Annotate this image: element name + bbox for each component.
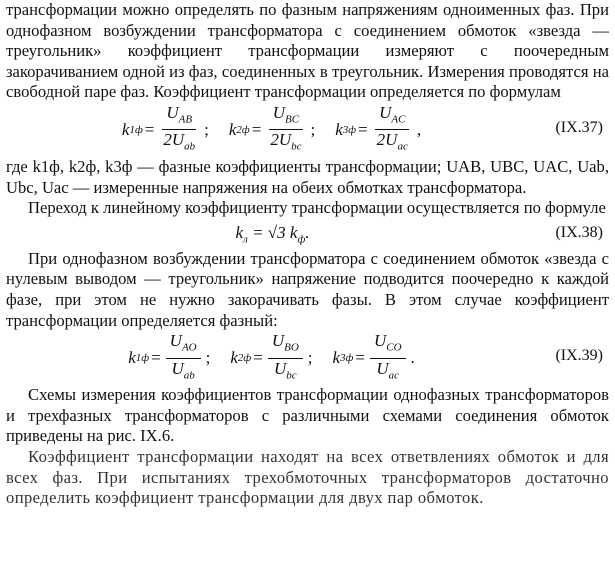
eq39-t2-lhs: k — [230, 348, 238, 368]
eq39-t3-fraction — [370, 332, 406, 384]
eq37-t2-den-sub: bc — [291, 140, 302, 153]
eq37-term-1: k 1ф = $\frac{U_{AB}}{2U_{ab}}$ ; — [122, 104, 211, 156]
eq39-t1-num: U — [169, 331, 182, 351]
eq38-lhs-sub: л — [243, 233, 248, 246]
eq39-term-3: k 3ф = $\frac{U_{CO}}{U_{ac}}$ . — [333, 332, 417, 384]
eq39-t2-num-sub: BO — [284, 341, 299, 354]
eq39-t1-num-sub: AO — [181, 341, 197, 354]
eq37-t1-den-sub: ab — [184, 140, 196, 153]
eq39-t1-lhs-sub: 1ф — [135, 352, 150, 365]
eq39-t2-num: U — [271, 331, 285, 351]
eq37-t1-num-sub: AB — [178, 113, 193, 126]
paragraph-definitions: где k1ф, k2ф, k3ф — фазные коэффициенты трансформации; UAB, UBC, UAC, Uab, Ubc, Uac — измеренные напряжения на обеих обмотках трансформатора. — [6, 156, 609, 197]
eq37-t3-lhs: k — [335, 119, 343, 139]
eq37-t3-num: U — [379, 103, 392, 123]
eq37-t1-fraction — [159, 104, 199, 156]
eq39-t3-den: U — [376, 358, 389, 378]
eq39-t2-fraction — [268, 332, 303, 384]
eq37-t2-num: U — [272, 103, 285, 123]
eq37-t1-lhs: k — [121, 119, 130, 139]
eq38-tail: . — [305, 222, 310, 242]
eq39-term-1: k 1ф = $\frac{U_{AO}}{U_{ab}}$ ; — [128, 332, 212, 384]
eq37-t1-den: 2U — [163, 130, 185, 150]
eq37-t3-den-sub: ac — [397, 140, 408, 153]
eq37-term-2: k 2ф = $\frac{U_{BC}}{2U_{bc}}$ ; — [229, 104, 317, 156]
equation-ix39 — [6, 331, 609, 385]
eq39-term-2: k 2ф = $\frac{U_{BO}}{U_{bc}}$ ; — [230, 332, 314, 384]
eq37-t2-fraction — [266, 104, 305, 156]
eq39-t3-den-sub: ac — [388, 369, 400, 382]
eq37-t3-fraction — [373, 104, 412, 156]
eq39-t1-den: U — [171, 358, 184, 378]
paragraph-single-phase: При однофазном возбуждении трансформатора с соединением обмоток «звезда с нулевым выводом — треугольник» напряжение подводится поочередно к каждой фазе, при этом не нужно закорачивать фазы. В этом случае коэффициент трансформации определяется фазный: — [6, 248, 609, 330]
eq39-t3-lhs-sub: 3ф — [340, 352, 354, 365]
paragraph-taps: Коэффициент трансформации находят на всех ответвлениях обмоток и для всех фаз. При испытаниях трехобмоточных трансформаторов достаточно определить коэффициент трансформации для двух пар обмоток. — [6, 446, 609, 508]
paragraph-transition: Переход к линейному коэффициенту трансформации осуществляется по формуле — [28, 198, 606, 218]
eq39-t3-num-sub: CO — [386, 341, 402, 354]
equation-number-ix38: (IX.38) — [555, 223, 603, 241]
eq37-t2-lhs: k — [228, 119, 237, 139]
eq37-t3-lhs-sub: 3ф — [342, 123, 357, 136]
eq39-t3-lhs: k — [332, 348, 341, 368]
eq37-t3-num-sub: AC — [391, 113, 406, 126]
eq37-t1-num: U — [166, 103, 179, 123]
eq39-t2-den: U — [273, 358, 287, 378]
eq37-t2-den: 2U — [270, 130, 292, 150]
eq37-t1-lhs-sub: 1ф — [129, 123, 143, 136]
eq39-t2-lhs-sub: 2ф — [237, 352, 252, 365]
eq39-t3-num: U — [373, 331, 387, 351]
eq39-t1-den-sub: ab — [183, 369, 195, 382]
eq39-t1-lhs: k — [128, 348, 136, 368]
eq37-term-3: k 3ф = $\frac{U_{AC}}{2U_{ac}}$ , — [335, 104, 423, 156]
eq39-t1-fraction — [166, 332, 201, 384]
eq37-t2-num-sub: BC — [285, 113, 300, 126]
paragraph-intro: трансформации можно определять по фазным напряжениям одноименных фаз. При однофазном возбуждении трансформатора с соединением обмоток «звезда — треугольник» коэффициент трансформации измеряют с поочередным закорачиванием одной из фаз, соединенных в треугольник. Измерения проводятся на свободной паре фаз. Коэффициент трансформации определяется по формулам — [6, 0, 609, 102]
eq39-t2-den-sub: bc — [286, 369, 297, 382]
eq37-t3-den: 2U — [376, 130, 398, 150]
eq37-t2-lhs-sub: 2ф — [236, 123, 250, 136]
eq38-lhs: k — [235, 222, 244, 242]
equation-number-ix37: (IX.37) — [555, 118, 603, 136]
eq38-rhs: = √3 k — [252, 222, 298, 242]
paragraph-schemes: Схемы измерения коэффициентов трансформации однофазных трансформаторов и трехфазных трансформаторов с различными схемами соединения обмоток приведены на рис. IX.6. — [6, 385, 609, 446]
eq38-rhs-sub: ф — [297, 233, 306, 246]
equation-ix37 — [6, 103, 609, 157]
equation-ix38 — [6, 219, 609, 249]
equation-number-ix39: (IX.39) — [555, 347, 603, 365]
